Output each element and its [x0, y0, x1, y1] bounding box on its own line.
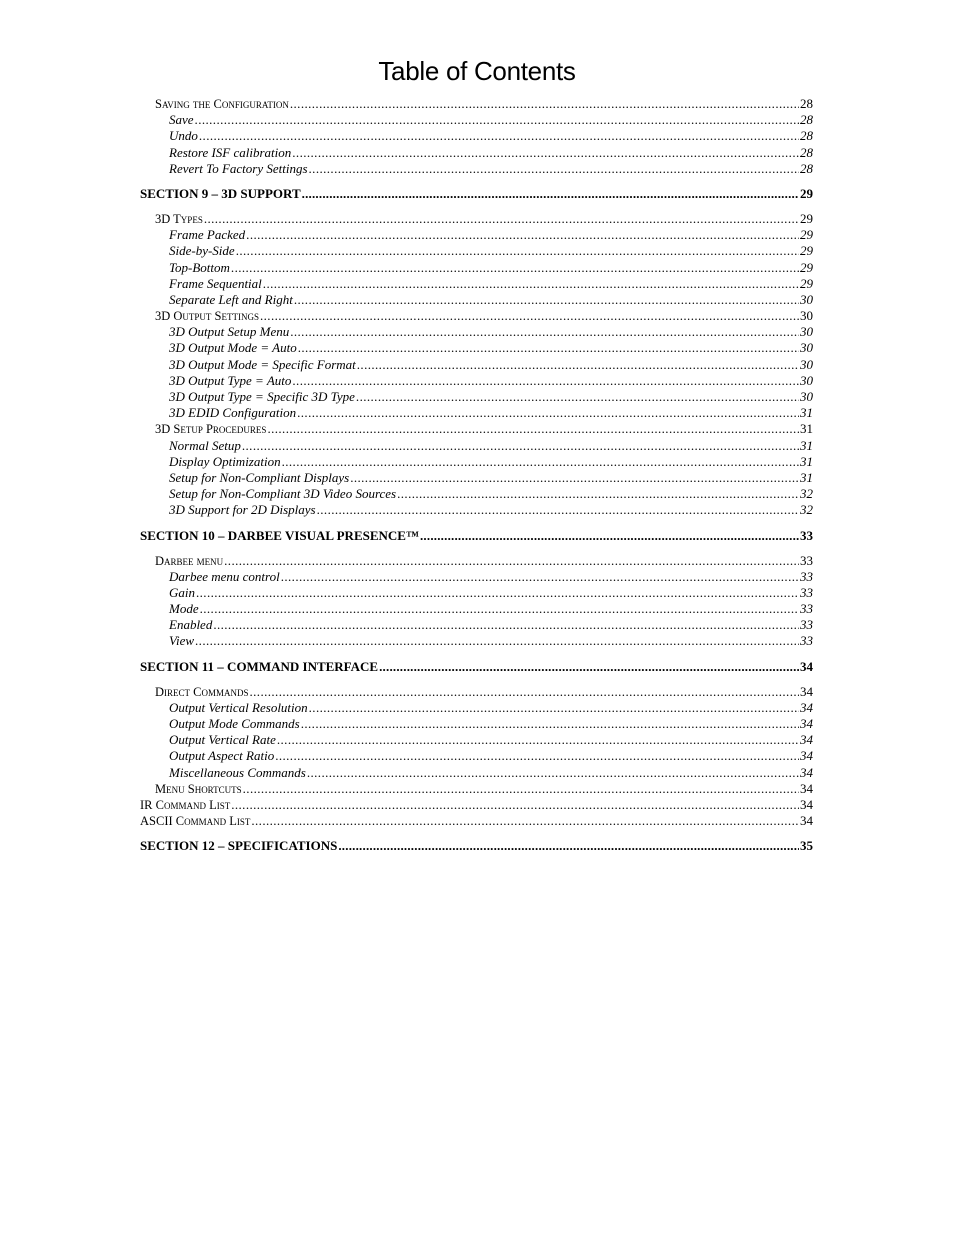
toc-entry-page-number: 34 [800, 699, 813, 715]
toc-entry-item[interactable] [140, 585, 813, 601]
toc-entry-item[interactable] [140, 292, 813, 308]
dot-leader [291, 145, 799, 161]
toc-entry-page-number: 29 [800, 185, 813, 201]
dot-leader [235, 243, 799, 259]
dot-leader [306, 765, 799, 781]
toc-entry-label: Undo [169, 128, 198, 144]
toc-entry-page-number: 34 [800, 748, 813, 764]
toc-entry-page-number: 29 [800, 259, 813, 275]
dot-leader [274, 748, 799, 764]
toc-entry-label: SECTION 11 – COMMAND INTERFACE [140, 658, 379, 674]
toc-entry-label: IR Command List [140, 797, 231, 812]
toc-entry-sub[interactable] [140, 781, 813, 797]
toc-entry-page-number: 29 [800, 210, 813, 226]
toc-entry-label: Top-Bottom [169, 259, 230, 275]
toc-entry-item[interactable] [140, 324, 813, 340]
dot-leader [250, 813, 799, 829]
toc-entry-item[interactable] [140, 454, 813, 470]
toc-entry-item[interactable] [140, 601, 813, 617]
dot-leader [396, 486, 799, 502]
toc-entry-page-number: 33 [800, 617, 813, 633]
toc-entry-label: SECTION 10 – DARBEE VISUAL PRESENCE™ [140, 527, 419, 543]
dot-leader [245, 227, 799, 243]
toc-entry-page-number: 30 [800, 356, 813, 372]
toc-entry-item[interactable] [140, 340, 813, 356]
toc-entry-page-number: 28 [800, 144, 813, 160]
toc-entry-page-number: 30 [800, 308, 813, 324]
toc-entry-page-number: 34 [800, 732, 813, 748]
toc-entry-label: Menu Shortcuts [155, 781, 242, 796]
toc-entry-label: 3D Output Mode = Auto [169, 340, 297, 356]
dot-leader [212, 617, 799, 633]
dot-leader [297, 340, 799, 356]
toc-entry-label: 3D Support for 2D Displays [169, 502, 316, 518]
toc-entry-item[interactable] [140, 569, 813, 585]
toc-entry-label: Save [169, 112, 194, 128]
dot-leader [281, 454, 799, 470]
toc-entry-item[interactable] [140, 227, 813, 243]
toc-entry-label: 3D EDID Configuration [169, 405, 297, 421]
toc-entry-page-number: 33 [800, 584, 813, 600]
toc-entry-label: Output Vertical Resolution [169, 699, 308, 715]
dot-leader [199, 601, 799, 617]
toc-entry-page-number: 29 [800, 227, 813, 243]
toc-entry-page-number: 30 [800, 291, 813, 307]
toc-entry-item[interactable] [140, 617, 813, 633]
toc-entry-page-number: 28 [800, 96, 813, 111]
toc-entry-label: Miscellaneous Commands [169, 764, 306, 780]
toc-entry-label: Darbee menu [155, 553, 224, 568]
toc-entry-page-number: 29 [800, 275, 813, 291]
toc-entry-sub[interactable] [140, 96, 813, 112]
toc-entry-page-number: 31 [800, 421, 813, 437]
toc-entry-section[interactable] [140, 528, 813, 544]
toc-entry-item[interactable] [140, 486, 813, 502]
dot-leader [289, 324, 799, 340]
toc-entry-label: 3D Setup Procedures [155, 422, 267, 437]
toc-entry-item[interactable] [140, 748, 813, 764]
toc-entry-label: Normal Setup [169, 437, 241, 453]
dot-leader [301, 186, 799, 202]
toc-entry-label: Display Optimization [169, 453, 281, 469]
toc-entry-section[interactable] [140, 838, 813, 854]
toc-entry-page-number: 31 [800, 453, 813, 469]
toc-entry-page-number: 31 [800, 437, 813, 453]
toc-entry-page-number: 31 [800, 469, 813, 485]
page-title: Table of Contents [378, 56, 576, 86]
toc-entry-item[interactable] [140, 145, 813, 161]
toc-entry-label: Darbee menu control [169, 568, 280, 584]
toc-entry-label: Output Mode Commands [169, 716, 300, 731]
toc-entry-page-number: 33 [800, 568, 813, 584]
toc-entry-label: Mode [169, 601, 199, 617]
toc-entry-label: Gain [169, 584, 195, 600]
toc-entry-page-number: 28 [800, 128, 813, 144]
toc-entry-item[interactable] [140, 112, 813, 128]
toc-entry-item[interactable] [140, 470, 813, 486]
dot-leader [259, 308, 799, 324]
dot-leader [241, 438, 799, 454]
toc-entry-item[interactable] [140, 765, 813, 781]
dot-leader [296, 405, 799, 421]
toc-entry-page-number: 30 [800, 389, 813, 404]
dot-leader [378, 659, 799, 675]
dot-leader [300, 716, 799, 732]
toc-entry-section[interactable] [140, 186, 813, 202]
dot-leader [249, 684, 800, 700]
toc-entry-page-number: 33 [800, 633, 813, 649]
table-of-contents [140, 96, 813, 863]
dot-leader [194, 633, 799, 649]
toc-entry-label: Enabled [169, 617, 213, 633]
dot-leader [337, 838, 799, 854]
toc-entry-page-number: 31 [800, 405, 813, 421]
toc-entry-page-number: 29 [800, 243, 813, 259]
dot-leader [266, 421, 799, 437]
dot-leader [194, 112, 799, 128]
toc-entry-item[interactable] [140, 373, 813, 389]
toc-entry-item[interactable] [140, 732, 813, 748]
dot-leader [419, 528, 799, 544]
dot-leader [280, 569, 799, 585]
dot-leader [262, 276, 799, 292]
toc-entry-item[interactable] [140, 716, 813, 732]
toc-entry-label: Side-by-Side [169, 243, 235, 259]
toc-entry-sub[interactable] [140, 421, 813, 437]
toc-entry-page-number: 33 [800, 601, 813, 617]
dot-leader [276, 732, 799, 748]
toc-entry-page-number: 32 [800, 502, 813, 518]
dot-leader [230, 797, 799, 813]
dot-leader [293, 292, 799, 308]
toc-entry-sub[interactable] [140, 308, 813, 324]
toc-entry-top[interactable] [140, 813, 813, 829]
toc-entry-label: 3D Output Mode = Specific Format [169, 356, 356, 372]
toc-entry-label: 3D Types [155, 211, 203, 226]
dot-leader [230, 260, 799, 276]
toc-entry-item[interactable] [140, 260, 813, 276]
dot-leader [349, 470, 799, 486]
toc-entry-item[interactable] [140, 389, 813, 405]
toc-entry-label: 3D Output Setup Menu [169, 324, 290, 340]
dot-leader [195, 585, 799, 601]
toc-entry-page-number: 30 [800, 324, 813, 340]
toc-entry-item[interactable] [140, 161, 813, 177]
toc-entry-page-number: 34 [800, 813, 813, 829]
dot-leader [355, 389, 799, 405]
toc-entry-page-number: 34 [800, 796, 813, 812]
toc-entry-page-number: 30 [800, 340, 813, 356]
dot-leader [242, 781, 799, 797]
toc-entry-item[interactable] [140, 128, 813, 144]
toc-entry-page-number: 34 [800, 658, 813, 674]
toc-entry-label: 3D Output Type = Specific 3D Type [169, 389, 355, 404]
toc-entry-page-number: 28 [800, 160, 813, 176]
toc-entry-label: View [169, 633, 195, 649]
toc-entry-label: Setup for Non-Compliant 3D Video Sources [169, 486, 397, 502]
toc-entry-item[interactable] [140, 276, 813, 292]
dot-leader [291, 373, 799, 389]
toc-entry-label: 3D Output Type = Auto [169, 372, 292, 388]
toc-entry-label: Direct Commands [155, 684, 249, 699]
toc-entry-item[interactable] [140, 243, 813, 259]
toc-entry-section[interactable] [140, 659, 813, 675]
toc-entry-label: Separate Left and Right [169, 291, 293, 307]
toc-entry-label: Frame Sequential [169, 275, 262, 291]
toc-entry-label: Revert To Factory Settings [169, 160, 308, 176]
toc-entry-item[interactable] [140, 633, 813, 649]
toc-entry-item[interactable] [140, 405, 813, 421]
toc-entry-page-number: 34 [800, 780, 813, 796]
toc-entry-item[interactable] [140, 502, 813, 518]
toc-entry-label: Setup for Non-Compliant Displays [169, 469, 350, 485]
dot-leader [308, 161, 799, 177]
toc-entry-label: SECTION 12 – SPECIFICATIONS [140, 838, 338, 854]
toc-entry-page-number: 33 [800, 552, 813, 568]
toc-entry-page-number: 34 [800, 764, 813, 780]
toc-entry-label: Frame Packed [169, 227, 246, 243]
toc-entry-page-number: 32 [800, 486, 813, 502]
dot-leader [316, 502, 799, 518]
toc-entry-item[interactable] [140, 357, 813, 373]
toc-entry-sub[interactable] [140, 211, 813, 227]
toc-entry-page-number: 35 [800, 838, 813, 854]
toc-entry-sub[interactable] [140, 684, 813, 700]
toc-entry-page-number: 28 [800, 112, 813, 128]
toc-entry-item[interactable] [140, 700, 813, 716]
toc-entry-page-number: 34 [800, 683, 813, 699]
dot-leader [203, 211, 799, 227]
toc-entry-label: SECTION 9 – 3D SUPPORT [140, 185, 301, 201]
toc-entry-page-number: 33 [800, 527, 813, 543]
toc-entry-page-number: 34 [800, 716, 813, 731]
dot-leader [289, 96, 799, 112]
toc-entry-label: Output Aspect Ratio [169, 748, 275, 764]
toc-entry-label: Restore ISF calibration [169, 144, 292, 160]
dot-leader [308, 700, 799, 716]
dot-leader [198, 128, 799, 144]
toc-entry-label: Saving the Configuration [155, 97, 289, 111]
toc-entry-sub[interactable] [140, 553, 813, 569]
toc-entry-page-number: 30 [800, 372, 813, 388]
toc-entry-item[interactable] [140, 438, 813, 454]
dot-leader [356, 357, 799, 373]
toc-entry-label: ASCII Command List [140, 814, 251, 829]
toc-entry-label: Output Vertical Rate [169, 732, 276, 748]
toc-entry-top[interactable] [140, 797, 813, 813]
dot-leader [223, 553, 799, 569]
toc-entry-label: 3D Output Settings [155, 309, 259, 324]
